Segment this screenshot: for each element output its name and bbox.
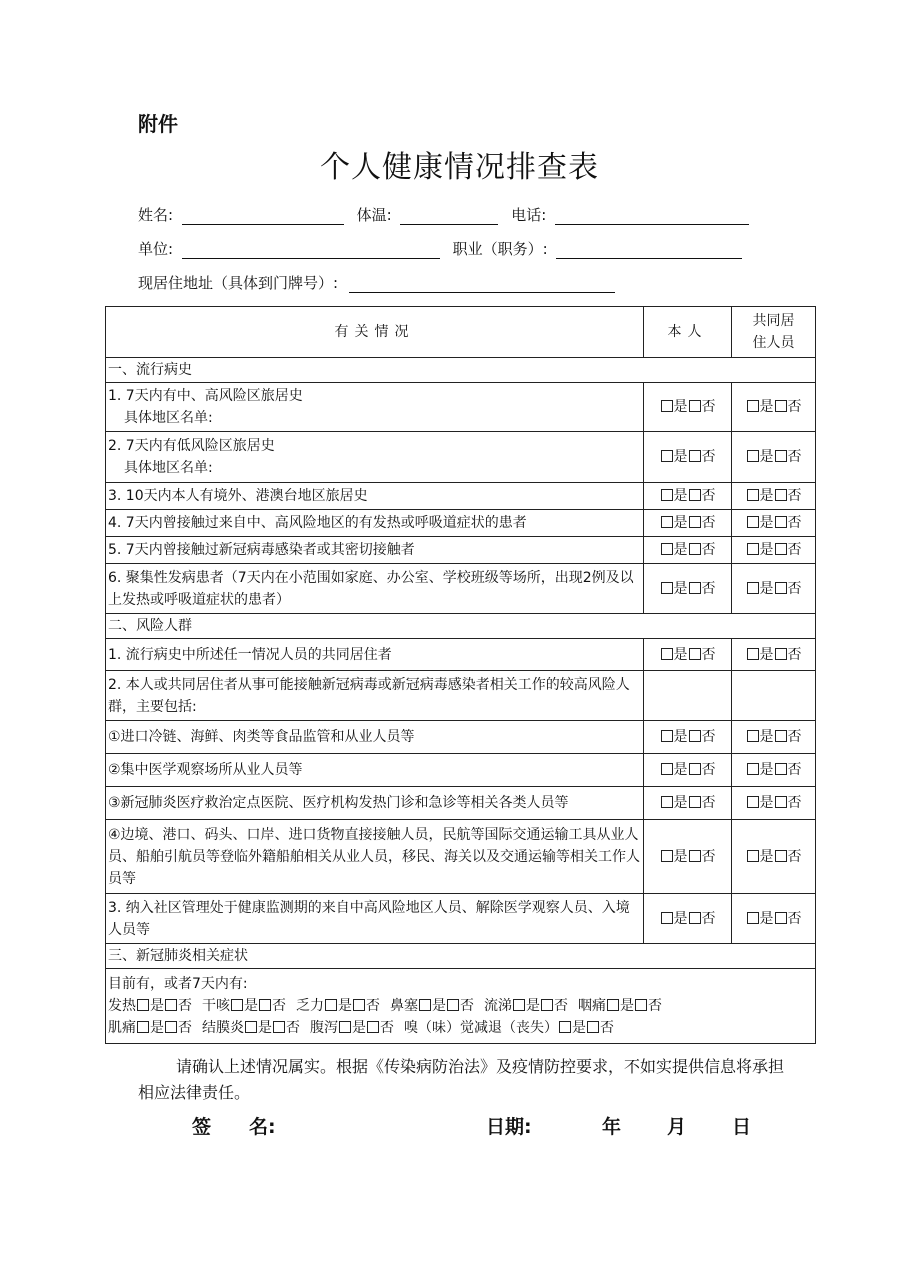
checkbox-icon[interactable] [775,763,787,775]
checkbox-icon[interactable] [245,1021,257,1033]
section-title: 三、新冠肺炎相关症状 [106,944,816,969]
yes-label: 是 [759,580,774,597]
col-cohabitant-header [732,307,816,358]
checkbox-icon[interactable] [689,912,701,924]
self-answer[interactable] [644,754,732,787]
occupation-field[interactable] [556,240,742,259]
yes-label: 是 [673,515,688,531]
self-answer[interactable] [644,537,732,564]
checkbox-icon[interactable] [661,730,673,742]
row-text-line: 2. 7天内有低风险区旅居史 [108,438,275,454]
symptom-label: 嗅（味）觉减退（丧失） [404,1020,558,1036]
table-row [106,639,816,671]
yes-label: 是 [673,762,688,778]
checkbox-icon[interactable] [689,489,701,501]
no-label: 否 [701,910,716,927]
row-text: 3. 10天内本人有境外、港澳台地区旅居史 [106,483,644,510]
no-label: 否 [178,998,192,1014]
table-row [106,754,816,787]
no-label: 否 [380,1020,394,1036]
yes-label: 是 [673,848,688,865]
no-label: 否 [648,998,662,1014]
checkbox-icon[interactable] [775,543,787,555]
checkbox-icon[interactable] [137,1021,149,1033]
checkbox-icon[interactable] [775,400,787,412]
checkbox-icon[interactable] [661,648,673,660]
checkbox-icon[interactable] [775,850,787,862]
no-label: 否 [787,488,802,504]
cohabitant-answer[interactable] [732,721,816,754]
checkbox-icon[interactable] [165,999,177,1011]
checkbox-icon[interactable] [775,648,787,660]
checkbox-icon[interactable] [607,999,619,1011]
yes-label: 是 [759,488,774,504]
checkbox-icon[interactable] [419,999,431,1011]
row-text [106,383,644,432]
no-label: 否 [701,449,716,465]
checkbox-icon[interactable] [259,999,271,1011]
symptom-intro: 目前有，或者7天内有: [108,976,248,992]
checkbox-icon[interactable] [747,450,759,462]
checkbox-icon[interactable] [747,400,759,412]
yes-label: 是 [244,998,258,1014]
unit-label: 单位: [138,240,174,258]
no-label: 否 [701,399,716,415]
yes-label: 是 [673,488,688,504]
table-row [106,787,816,820]
cohabitant-answer[interactable] [732,754,816,787]
self-answer[interactable] [644,564,732,614]
cohabitant-answer[interactable] [732,787,816,820]
row-text: 4. 7天内曾接触过来自中、高风险地区的有发热或呼吸道症状的患者 [106,510,644,537]
table-row [106,383,816,432]
checkbox-icon[interactable] [747,796,759,808]
yes-label: 是 [759,848,774,865]
day-label: 日 [732,1116,752,1138]
signature-label: 签 名: [192,1116,276,1138]
no-label: 否 [701,542,716,558]
no-label: 否 [787,910,802,927]
yes-label: 是 [759,399,774,415]
checkbox-icon[interactable] [689,730,701,742]
no-label: 否 [600,1020,614,1036]
section-row [106,614,816,639]
row-text: ③新冠肺炎医疗救治定点医院、医疗机构发热门诊和急诊等相关各类人员等 [106,787,644,820]
no-label: 否 [787,515,802,531]
row-text: 5. 7天内曾接触过新冠病毒感染者或其密切接触者 [106,537,644,564]
checkbox-icon[interactable] [513,999,525,1011]
checkbox-icon[interactable] [661,489,673,501]
yes-label: 是 [673,646,688,663]
table-row [106,564,816,614]
yes-label: 是 [759,542,774,558]
yes-label: 是 [338,998,352,1014]
yes-label: 是 [759,449,774,465]
col-self-header: 本人 [644,307,732,358]
checkbox-icon[interactable] [689,450,701,462]
self-answer[interactable] [644,787,732,820]
checkbox-icon[interactable] [689,850,701,862]
table-header-row [106,307,816,358]
no-label: 否 [554,998,568,1014]
address-label: 现居住地址（具体到门牌号）: [138,274,339,292]
yes-label: 是 [620,998,634,1014]
row-text-line: 具体地区名单: [124,460,213,476]
year-label: 年 [602,1116,622,1138]
checkbox-icon[interactable] [559,1021,571,1033]
no-label: 否 [701,729,716,745]
row-text: ①进口冷链、海鲜、肉类等食品监管和从业人员等 [106,721,644,754]
checkbox-icon[interactable] [747,850,759,862]
cohabitant-answer[interactable] [732,820,816,894]
row-text: 3. 纳入社区管理处于健康监测期的来自中高风险地区人员、解除医学观察人员、入境人员等 [106,894,644,944]
checkbox-icon[interactable] [165,1021,177,1033]
symptom-line [108,995,813,1017]
self-answer[interactable] [644,639,732,671]
checkbox-icon[interactable] [775,489,787,501]
col-cohabitant-header-line2: 住人员 [752,335,795,351]
no-label: 否 [701,488,716,504]
no-label: 否 [701,515,716,531]
no-label: 否 [787,580,802,597]
no-label: 否 [701,580,716,597]
checkbox-icon[interactable] [661,582,673,594]
checkbox-icon[interactable] [541,999,553,1011]
no-label: 否 [701,646,716,663]
checkbox-icon[interactable] [775,730,787,742]
date-label: 日期: [486,1116,532,1138]
cohabitant-answer[interactable] [732,383,816,432]
checkbox-icon[interactable] [661,912,673,924]
symptom-label: 腹泻 [310,1020,338,1036]
self-answer-empty [644,671,732,721]
cohabitant-answer[interactable] [732,483,816,510]
table-row [106,820,816,894]
symptom-item [296,998,380,1014]
section-title: 二、风险人群 [106,614,816,639]
yes-label: 是 [432,998,446,1014]
checkbox-icon[interactable] [661,763,673,775]
row-text: 6. 聚集性发病患者（7天内在小范围如家庭、办公室、学校班级等场所，出现2例及以上发热或呼吸道症状的患者） [106,564,644,614]
checkbox-icon[interactable] [747,489,759,501]
no-label: 否 [286,1020,300,1036]
confirmation-statement: 请确认上述情况属实。根据《传染病防治法》及疫情防控要求，不如实提供信息将承担相应法律责任。 [138,1057,785,1102]
no-label: 否 [701,795,716,811]
no-label: 否 [787,729,802,745]
yes-label: 是 [673,399,688,415]
occupation-label: 职业（职务）: [452,240,548,258]
cohabitant-answer[interactable] [732,432,816,483]
checkbox-icon[interactable] [325,999,337,1011]
symptom-label: 发热 [108,998,136,1014]
yes-label: 是 [759,646,774,663]
checkbox-icon[interactable] [689,763,701,775]
checkbox-icon[interactable] [747,763,759,775]
attachment-label: 附件 [138,112,178,136]
symptom-item [484,998,568,1014]
checkbox-icon[interactable] [689,516,701,528]
symptom-label: 结膜炎 [202,1020,244,1036]
cohabitant-answer-empty [732,671,816,721]
cohabitant-answer[interactable] [732,639,816,671]
checkbox-icon[interactable] [635,999,647,1011]
col-situation-header: 有关情况 [106,307,644,358]
name-field[interactable] [182,206,344,225]
field-row-3 [138,272,615,296]
checkbox-icon[interactable] [661,400,673,412]
row-text-line: 具体地区名单: [124,410,213,426]
yes-label: 是 [258,1020,272,1036]
self-answer[interactable] [644,383,732,432]
row-text: ②集中医学观察场所从业人员等 [106,754,644,787]
symptom-item [202,1020,300,1036]
no-label: 否 [787,795,802,811]
checkbox-icon[interactable] [775,450,787,462]
field-row-2 [138,238,742,262]
checkbox-icon[interactable] [587,1021,599,1033]
checkbox-icon[interactable] [689,582,701,594]
section-title: 一、流行病史 [106,358,816,383]
checkbox-icon[interactable] [661,543,673,555]
symptom-label: 乏力 [296,998,324,1014]
phone-label: 电话: [511,206,547,224]
no-label: 否 [701,762,716,778]
yes-label: 是 [673,795,688,811]
row-text: ④边境、港口、码头、口岸、进口货物直接接触人员，民航等国际交通运输工具从业人员、船舶引航员等登临外籍船舶相关从业人员，移民、海关以及交通运输等相关工作人员等 [106,820,644,894]
yes-label: 是 [759,762,774,778]
self-answer[interactable] [644,894,732,944]
field-row-1 [138,204,749,228]
no-label: 否 [787,542,802,558]
checkbox-icon[interactable] [447,999,459,1011]
no-label: 否 [787,646,802,663]
checkbox-icon[interactable] [747,648,759,660]
checkbox-icon[interactable] [353,999,365,1011]
checkbox-icon[interactable] [689,400,701,412]
checkbox-icon[interactable] [339,1021,351,1033]
yes-label: 是 [759,910,774,927]
table-row [106,721,816,754]
checkbox-icon[interactable] [689,543,701,555]
cohabitant-answer[interactable] [732,894,816,944]
no-label: 否 [787,449,802,465]
checkbox-icon[interactable] [273,1021,285,1033]
section-row [106,358,816,383]
yes-label: 是 [352,1020,366,1036]
checkbox-icon[interactable] [661,796,673,808]
symptom-item [108,1020,192,1036]
yes-label: 是 [759,729,774,745]
symptom-label: 流涕 [484,998,512,1014]
no-label: 否 [460,998,474,1014]
no-label: 否 [701,848,716,865]
symptom-item [108,998,192,1014]
symptom-line [108,1017,813,1039]
checkbox-icon[interactable] [775,796,787,808]
checkbox-icon[interactable] [747,912,759,924]
cohabitant-answer[interactable] [732,564,816,614]
checkbox-icon[interactable] [661,516,673,528]
phone-field[interactable] [555,206,749,225]
yes-label: 是 [673,449,688,465]
checkbox-icon[interactable] [661,850,673,862]
col-cohabitant-header-line1: 共同居 [752,313,795,329]
table-row [106,432,816,483]
no-label: 否 [787,762,802,778]
checkbox-icon[interactable] [747,543,759,555]
self-answer[interactable] [644,820,732,894]
symptom-item [310,1020,394,1036]
checkbox-icon[interactable] [661,450,673,462]
temperature-label: 体温: [356,206,392,224]
yes-label: 是 [150,1020,164,1036]
checkbox-icon[interactable] [747,582,759,594]
yes-label: 是 [673,542,688,558]
checkbox-icon[interactable] [231,999,243,1011]
self-answer[interactable] [644,483,732,510]
checkbox-icon[interactable] [775,912,787,924]
checkbox-icon[interactable] [747,730,759,742]
symptom-row [106,969,816,1044]
symptom-label: 干咳 [202,998,230,1014]
symptom-label: 咽痛 [578,998,606,1014]
cohabitant-answer[interactable] [732,510,816,537]
checkbox-icon[interactable] [689,648,701,660]
checkbox-icon[interactable] [747,516,759,528]
checkbox-icon[interactable] [775,516,787,528]
yes-label: 是 [673,580,688,597]
no-label: 否 [787,848,802,865]
yes-label: 是 [572,1020,586,1036]
health-check-table [105,306,816,1044]
table-row [106,483,816,510]
temperature-field[interactable] [400,206,498,225]
yes-label: 是 [759,515,774,531]
yes-label: 是 [526,998,540,1014]
symptom-item [404,1020,614,1036]
unit-field[interactable] [182,240,440,259]
cohabitant-answer[interactable] [732,537,816,564]
page-title: 个人健康情况排查表 [320,150,599,185]
no-label: 否 [366,998,380,1014]
table-row [106,537,816,564]
symptom-item [390,998,474,1014]
no-label: 否 [787,399,802,415]
symptom-cell [106,969,816,1044]
name-label: 姓名: [138,206,174,224]
address-field[interactable] [349,274,615,293]
checkbox-icon[interactable] [689,796,701,808]
checkbox-icon[interactable] [137,999,149,1011]
no-label: 否 [272,998,286,1014]
self-answer[interactable] [644,510,732,537]
yes-label: 是 [759,795,774,811]
self-answer[interactable] [644,432,732,483]
checkbox-icon[interactable] [367,1021,379,1033]
yes-label: 是 [150,998,164,1014]
symptom-item [578,998,662,1014]
no-label: 否 [178,1020,192,1036]
checkbox-icon[interactable] [775,582,787,594]
table-row [106,671,816,721]
month-label: 月 [667,1116,687,1138]
row-text: 1. 流行病史中所述任一情况人员的共同居住者 [106,639,644,671]
table-row [106,894,816,944]
row-text-line: 1. 7天内有中、高风险区旅居史 [108,388,303,404]
symptom-item [202,998,286,1014]
yes-label: 是 [673,729,688,745]
symptom-label: 鼻塞 [390,998,418,1014]
table-row [106,510,816,537]
section-row [106,944,816,969]
self-answer[interactable] [644,721,732,754]
symptom-label: 肌痛 [108,1020,136,1036]
row-text [106,432,644,483]
row-text: 2. 本人或共同居住者从事可能接触新冠病毒或新冠病毒感染者相关工作的较高风险人群，主要包括: [106,671,644,721]
yes-label: 是 [673,910,688,927]
